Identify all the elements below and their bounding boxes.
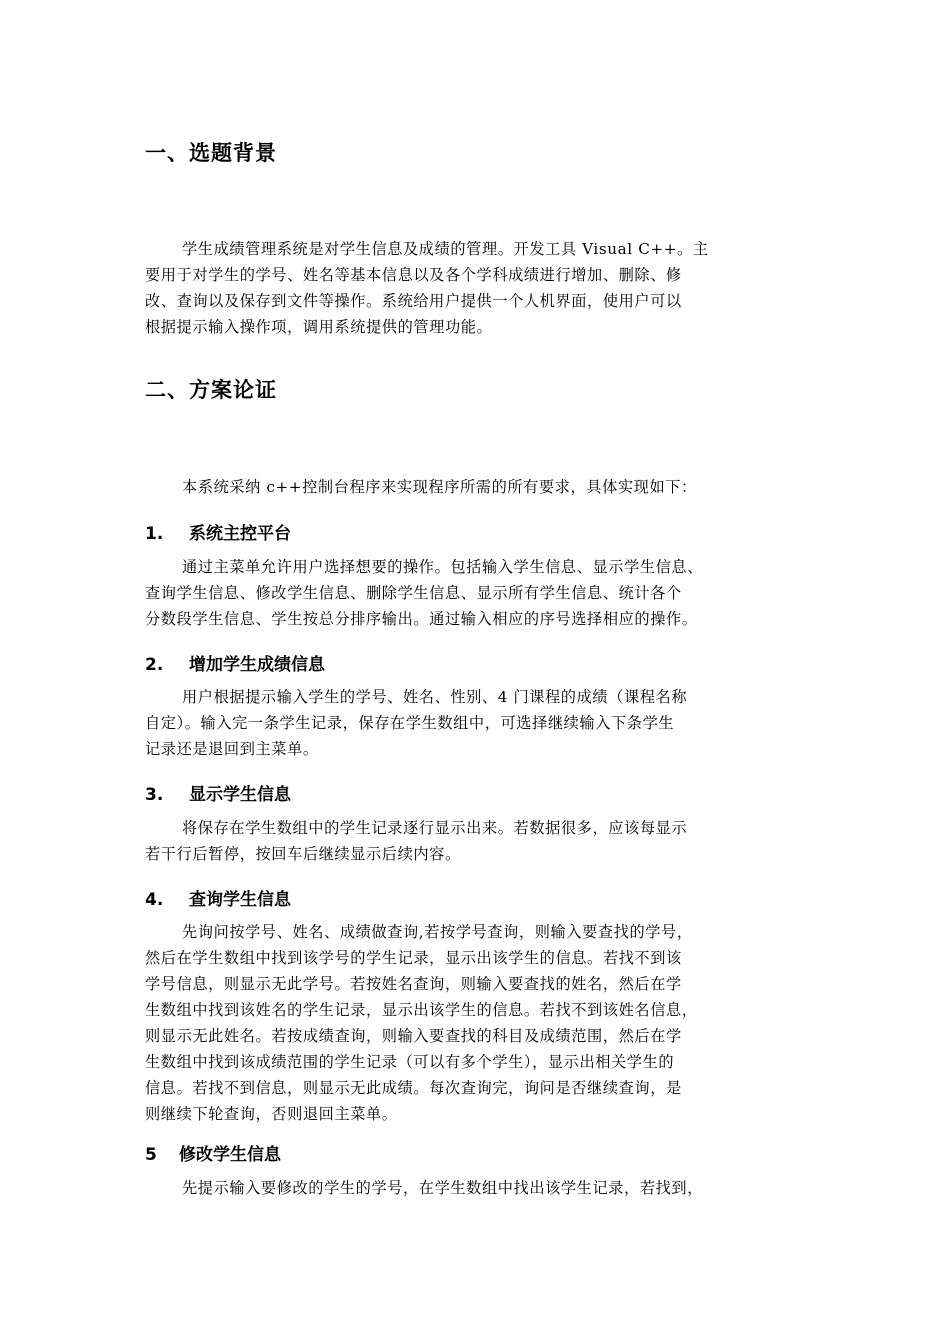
paragraph-line: 则显示无此姓名。若按成绩查询，则输入要查找的科目及成绩范围，然后在学 [145,1027,682,1045]
paragraph-line: 用户根据提示输入学生的学号、姓名、性别、4 门课程的成绩（课程名称 [182,688,688,706]
paragraph-line: 先提示输入要修改的学生的学号，在学生数组中找出该学生记录，若找到， [182,1179,703,1197]
subsection-paragraph-4 [145,919,825,1127]
subsection-number: 5 [145,1145,157,1165]
subsection-paragraph-1 [145,554,825,632]
subsection-paragraph-5 [145,1175,825,1201]
paragraph-line: 然后在学生数组中找到该学号的学生记录，显示出该学生的信息。若找不到该 [145,949,682,967]
subsection-paragraph-3 [145,815,825,867]
paragraph-line: 若干行后暂停，按回车后继续显示后续内容。 [145,845,461,863]
paragraph-line: 改、查询以及保存到文件等操作。系统给用户提供一个人机界面，使用户可以 [145,292,682,310]
paragraph-line: 查询学生信息、修改学生信息、删除学生信息、显示所有学生信息、统计各个 [145,584,682,602]
paragraph-line: 要用于对学生的学号、姓名等基本信息以及各个学科成绩进行增加、删除、修 [145,266,682,284]
subsection-title: 显示学生信息 [189,785,291,805]
subsection-title: 修改学生信息 [179,1145,281,1165]
paragraph-line: 通过主菜单允许用户选择想要的操作。包括输入学生信息、显示学生信息、 [182,558,703,576]
paragraph-line: 则继续下轮查询，否则退回主菜单。 [145,1105,398,1123]
subsection-heading-4 [145,885,291,910]
paragraph-line: 自定）。输入完一条学生记录，保存在学生数组中，可选择继续输入下条学生 [145,714,675,732]
paragraph-line: 分数段学生信息、学生按总分排序输出。通过输入相应的序号选择相应的操作。 [145,610,698,628]
subsection-title: 增加学生成绩信息 [189,655,325,675]
subsection-title: 系统主控平台 [189,524,291,544]
section-heading-background: 一、选题背景 [145,141,277,165]
section-paragraph-background [145,236,825,340]
paragraph-line: 将保存在学生数组中的学生记录逐行显示出来。若数据很多，应该每显示 [182,819,688,837]
paragraph-line: 本系统采纳 c++控制台程序来实现程序所需的所有要求，具体实现如下： [182,478,697,496]
section-paragraph-solution [145,474,825,500]
subsection-heading-1 [145,519,291,544]
paragraph-line: 生数组中找到该姓名的学生记录，显示出该学生的信息。若找不到该姓名信息， [145,1001,698,1019]
subsection-number: 4. [145,890,164,910]
subsection-paragraph-2 [145,684,825,762]
subsection-title: 查询学生信息 [189,890,291,910]
paragraph-line: 生数组中找到该成绩范围的学生记录（可以有多个学生），显示出相关学生的 [145,1053,675,1071]
subsection-number: 3. [145,785,164,805]
paragraph-line: 信息。若找不到信息，则显示无此成绩。每次查询完，询问是否继续查询，是 [145,1079,682,1097]
subsection-number: 2. [145,655,164,675]
paragraph-line: 记录还是退回到主菜单。 [145,740,319,758]
paragraph-line: 学生成绩管理系统是对学生信息及成绩的管理。开发工具 Visual C++。主 [182,240,709,258]
subsection-heading-5 [145,1140,281,1165]
paragraph-line: 根据提示输入操作项，调用系统提供的管理功能。 [145,318,493,336]
section-heading-solution: 二、方案论证 [145,378,277,402]
paragraph-line: 先询问按学号、姓名、成绩做查询,若按学号查询，则输入要查找的学号， [182,923,693,941]
subsection-number: 1. [145,524,164,544]
subsection-heading-3 [145,780,291,805]
subsection-heading-2 [145,650,325,675]
paragraph-line: 学号信息，则显示无此学号。若按姓名查询，则输入要查找的姓名，然后在学 [145,975,682,993]
